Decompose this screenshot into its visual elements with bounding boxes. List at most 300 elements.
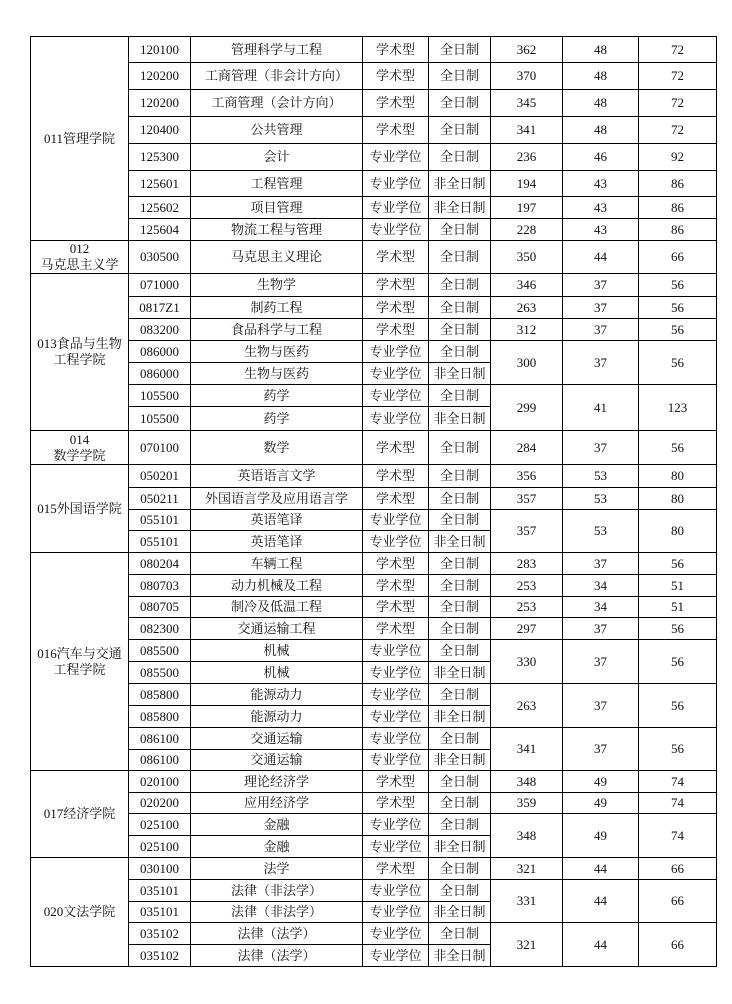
study-mode-cell: 非全日制: [429, 836, 491, 858]
degree-type-cell: 学术型: [363, 597, 429, 618]
degree-type-cell: 学术型: [363, 575, 429, 597]
major-code-cell: 050201: [129, 465, 191, 488]
subject-score-b-cell: 86: [639, 197, 717, 219]
college-name-cell: [31, 274, 129, 431]
college-name-line: 工程学院: [53, 352, 106, 367]
major-code-cell: 083200: [129, 319, 191, 341]
major-name-cell: 交通运输: [191, 728, 363, 750]
subject-score-b-cell: 74: [639, 771, 717, 793]
major-name-cell: 机械: [191, 640, 363, 662]
study-mode-cell: 非全日制: [429, 171, 491, 197]
major-code-cell: 085800: [129, 706, 191, 728]
total-score-cell: 359: [491, 793, 563, 814]
total-score-cell: 341: [491, 117, 563, 144]
subject-score-a-cell: 44: [563, 241, 639, 274]
study-mode-cell: 全日制: [429, 90, 491, 117]
major-name-cell: 理论经济学: [191, 771, 363, 793]
major-name-cell: 法律（法学）: [191, 945, 363, 967]
table-row: [31, 793, 717, 814]
admission-score-table: [30, 36, 717, 967]
college-name-cell: [31, 465, 129, 553]
subject-score-b-cell: 56: [639, 319, 717, 341]
study-mode-cell: 全日制: [429, 63, 491, 90]
total-score-cell: 362: [491, 37, 563, 63]
major-name-cell: 制药工程: [191, 297, 363, 319]
degree-type-cell: 专业学位: [363, 144, 429, 171]
study-mode-cell: 全日制: [429, 465, 491, 488]
total-score-cell: 284: [491, 431, 563, 465]
college-name-line: 马克思主义学: [40, 257, 119, 272]
table-row: [31, 297, 717, 319]
subject-score-a-cell: 44: [563, 880, 639, 923]
total-score-cell: 357: [491, 488, 563, 510]
subject-score-a-cell: 43: [563, 171, 639, 197]
total-score-cell: 263: [491, 684, 563, 728]
table-row: [31, 465, 717, 488]
major-name-cell: 能源动力: [191, 706, 363, 728]
study-mode-cell: 全日制: [429, 880, 491, 902]
subject-score-b-cell: 56: [639, 431, 717, 465]
table-row: [31, 510, 717, 531]
college-name-line: 011管理学院: [43, 130, 116, 146]
major-code-cell: 035102: [129, 923, 191, 945]
major-code-cell: 082300: [129, 618, 191, 640]
subject-score-a-cell: 48: [563, 90, 639, 117]
total-score-cell: 346: [491, 274, 563, 297]
table-row: [31, 385, 717, 407]
degree-type-cell: 学术型: [363, 297, 429, 319]
major-code-cell: 086000: [129, 341, 191, 363]
subject-score-a-cell: 37: [563, 640, 639, 684]
subject-score-a-cell: 37: [563, 274, 639, 297]
table-row: [31, 553, 717, 575]
degree-type-cell: 专业学位: [363, 385, 429, 407]
degree-type-cell: 专业学位: [363, 407, 429, 431]
degree-type-cell: 专业学位: [363, 662, 429, 684]
major-code-cell: 035101: [129, 902, 191, 923]
subject-score-b-cell: 86: [639, 171, 717, 197]
study-mode-cell: 全日制: [429, 640, 491, 662]
major-name-cell: 英语笔译: [191, 510, 363, 531]
study-mode-cell: 全日制: [429, 117, 491, 144]
college-name-line: 013食品与生物: [37, 336, 122, 351]
table-row: [31, 488, 717, 510]
subject-score-b-cell: 72: [639, 90, 717, 117]
study-mode-cell: 非全日制: [429, 750, 491, 771]
subject-score-a-cell: 44: [563, 923, 639, 967]
major-name-cell: 药学: [191, 407, 363, 431]
degree-type-cell: 专业学位: [363, 902, 429, 923]
major-name-cell: 应用经济学: [191, 793, 363, 814]
major-code-cell: 050211: [129, 488, 191, 510]
study-mode-cell: 全日制: [429, 728, 491, 750]
degree-type-cell: 学术型: [363, 465, 429, 488]
major-name-cell: 生物与医药: [191, 341, 363, 363]
subject-score-b-cell: 66: [639, 858, 717, 880]
subject-score-a-cell: 37: [563, 618, 639, 640]
college-name-cell: [31, 37, 129, 241]
subject-score-a-cell: 37: [563, 319, 639, 341]
study-mode-cell: 非全日制: [429, 197, 491, 219]
major-code-cell: 125300: [129, 144, 191, 171]
subject-score-a-cell: 37: [563, 431, 639, 465]
degree-type-cell: 专业学位: [363, 923, 429, 945]
subject-score-a-cell: 48: [563, 37, 639, 63]
table-row: [31, 144, 717, 171]
study-mode-cell: 全日制: [429, 814, 491, 836]
degree-type-cell: 专业学位: [363, 640, 429, 662]
subject-score-b-cell: 56: [639, 640, 717, 684]
major-code-cell: 080204: [129, 553, 191, 575]
study-mode-cell: 非全日制: [429, 662, 491, 684]
degree-type-cell: 专业学位: [363, 706, 429, 728]
degree-type-cell: 专业学位: [363, 814, 429, 836]
college-name-line: 012: [69, 241, 90, 256]
college-name-cell: [31, 553, 129, 771]
total-score-cell: 350: [491, 241, 563, 274]
subject-score-a-cell: 49: [563, 814, 639, 858]
total-score-cell: 341: [491, 728, 563, 771]
subject-score-b-cell: 66: [639, 923, 717, 967]
table-row: [31, 241, 717, 274]
major-code-cell: 125601: [129, 171, 191, 197]
subject-score-a-cell: 41: [563, 385, 639, 431]
college-name-cell: [31, 241, 129, 274]
major-code-cell: 020200: [129, 793, 191, 814]
major-name-cell: 生物与医药: [191, 363, 363, 385]
table-row: [31, 575, 717, 597]
total-score-cell: 236: [491, 144, 563, 171]
study-mode-cell: 非全日制: [429, 902, 491, 923]
degree-type-cell: 专业学位: [363, 750, 429, 771]
degree-type-cell: 专业学位: [363, 219, 429, 241]
major-name-cell: 公共管理: [191, 117, 363, 144]
major-code-cell: 080705: [129, 597, 191, 618]
table-row: [31, 63, 717, 90]
subject-score-b-cell: 123: [639, 385, 717, 431]
study-mode-cell: 非全日制: [429, 945, 491, 967]
degree-type-cell: 学术型: [363, 793, 429, 814]
total-score-cell: 321: [491, 858, 563, 880]
college-name-line: 015外国语学院: [37, 500, 122, 516]
study-mode-cell: 全日制: [429, 385, 491, 407]
college-name-line: 工程学院: [53, 661, 106, 677]
major-code-cell: 035102: [129, 945, 191, 967]
subject-score-a-cell: 37: [563, 553, 639, 575]
subject-score-b-cell: 56: [639, 341, 717, 385]
degree-type-cell: 学术型: [363, 117, 429, 144]
table-row: [31, 197, 717, 219]
degree-type-cell: 学术型: [363, 63, 429, 90]
major-code-cell: 120400: [129, 117, 191, 144]
table-body: [31, 37, 717, 967]
major-name-cell: 物流工程与管理: [191, 219, 363, 241]
table-row: [31, 219, 717, 241]
major-name-cell: 交通运输工程: [191, 618, 363, 640]
major-code-cell: 055101: [129, 531, 191, 553]
major-code-cell: 125604: [129, 219, 191, 241]
degree-type-cell: 学术型: [363, 618, 429, 640]
study-mode-cell: 全日制: [429, 923, 491, 945]
total-score-cell: 357: [491, 510, 563, 553]
total-score-cell: 253: [491, 575, 563, 597]
major-name-cell: 项目管理: [191, 197, 363, 219]
major-code-cell: 020100: [129, 771, 191, 793]
major-name-cell: 外国语言学及应用语言学: [191, 488, 363, 510]
subject-score-b-cell: 51: [639, 575, 717, 597]
total-score-cell: 299: [491, 385, 563, 431]
major-name-cell: 交通运输: [191, 750, 363, 771]
college-name-line: 020文法学院: [43, 904, 116, 919]
major-name-cell: 会计: [191, 144, 363, 171]
study-mode-cell: 全日制: [429, 618, 491, 640]
major-name-cell: 法律（非法学）: [191, 902, 363, 923]
degree-type-cell: 学术型: [363, 37, 429, 63]
table-row: [31, 341, 717, 363]
subject-score-b-cell: 56: [639, 728, 717, 771]
subject-score-a-cell: 43: [563, 197, 639, 219]
subject-score-b-cell: 72: [639, 37, 717, 63]
study-mode-cell: 全日制: [429, 771, 491, 793]
major-code-cell: 120200: [129, 90, 191, 117]
major-name-cell: 法律（法学）: [191, 923, 363, 945]
major-name-cell: 车辆工程: [191, 553, 363, 575]
study-mode-cell: 全日制: [429, 219, 491, 241]
total-score-cell: 228: [491, 219, 563, 241]
degree-type-cell: 专业学位: [363, 684, 429, 706]
total-score-cell: 331: [491, 880, 563, 923]
major-name-cell: 数学: [191, 431, 363, 465]
subject-score-b-cell: 74: [639, 793, 717, 814]
study-mode-cell: 全日制: [429, 553, 491, 575]
college-name-line: 数学学院: [53, 447, 106, 463]
subject-score-a-cell: 37: [563, 297, 639, 319]
degree-type-cell: 专业学位: [363, 880, 429, 902]
table-row: [31, 431, 717, 465]
degree-type-cell: 专业学位: [363, 171, 429, 197]
degree-type-cell: 学术型: [363, 319, 429, 341]
major-name-cell: 生物学: [191, 274, 363, 297]
major-name-cell: 金融: [191, 836, 363, 858]
subject-score-b-cell: 92: [639, 144, 717, 171]
major-name-cell: 工程管理: [191, 171, 363, 197]
table-row: [31, 858, 717, 880]
study-mode-cell: 全日制: [429, 341, 491, 363]
study-mode-cell: 非全日制: [429, 531, 491, 553]
major-code-cell: 071000: [129, 274, 191, 297]
degree-type-cell: 学术型: [363, 241, 429, 274]
study-mode-cell: 全日制: [429, 144, 491, 171]
major-code-cell: 085800: [129, 684, 191, 706]
degree-type-cell: 学术型: [363, 858, 429, 880]
table-row: [31, 728, 717, 750]
subject-score-b-cell: 56: [639, 553, 717, 575]
college-name-cell: [31, 771, 129, 858]
table-row: [31, 597, 717, 618]
subject-score-a-cell: 48: [563, 63, 639, 90]
study-mode-cell: 全日制: [429, 241, 491, 274]
subject-score-b-cell: 72: [639, 117, 717, 144]
total-score-cell: 283: [491, 553, 563, 575]
degree-type-cell: 专业学位: [363, 836, 429, 858]
study-mode-cell: 全日制: [429, 319, 491, 341]
major-name-cell: 动力机械及工程: [191, 575, 363, 597]
subject-score-a-cell: 43: [563, 219, 639, 241]
study-mode-cell: 全日制: [429, 793, 491, 814]
college-name-line: 014: [69, 431, 90, 447]
major-name-cell: 药学: [191, 385, 363, 407]
major-name-cell: 马克思主义理论: [191, 241, 363, 274]
major-code-cell: 086100: [129, 728, 191, 750]
degree-type-cell: 学术型: [363, 90, 429, 117]
major-code-cell: 070100: [129, 431, 191, 465]
major-code-cell: 105500: [129, 407, 191, 431]
table-row: [31, 90, 717, 117]
table-row: [31, 923, 717, 945]
major-name-cell: 工商管理（会计方向）: [191, 90, 363, 117]
major-code-cell: 035101: [129, 880, 191, 902]
total-score-cell: 330: [491, 640, 563, 684]
total-score-cell: 348: [491, 771, 563, 793]
table-row: [31, 640, 717, 662]
subject-score-b-cell: 66: [639, 241, 717, 274]
degree-type-cell: 学术型: [363, 553, 429, 575]
subject-score-b-cell: 86: [639, 219, 717, 241]
table-row: [31, 618, 717, 640]
college-name-cell: [31, 431, 129, 465]
major-name-cell: 法律（非法学）: [191, 880, 363, 902]
total-score-cell: 253: [491, 597, 563, 618]
degree-type-cell: 专业学位: [363, 945, 429, 967]
major-code-cell: 105500: [129, 385, 191, 407]
major-name-cell: 制冷及低温工程: [191, 597, 363, 618]
subject-score-b-cell: 74: [639, 814, 717, 858]
major-name-cell: 英语笔译: [191, 531, 363, 553]
major-code-cell: 0817Z1: [129, 297, 191, 319]
major-code-cell: 025100: [129, 814, 191, 836]
subject-score-b-cell: 80: [639, 465, 717, 488]
major-name-cell: 工商管理（非会计方向）: [191, 63, 363, 90]
degree-type-cell: 专业学位: [363, 341, 429, 363]
study-mode-cell: 全日制: [429, 431, 491, 465]
total-score-cell: 297: [491, 618, 563, 640]
table-row: [31, 319, 717, 341]
major-name-cell: 法学: [191, 858, 363, 880]
subject-score-a-cell: 46: [563, 144, 639, 171]
major-name-cell: 金融: [191, 814, 363, 836]
major-code-cell: 086000: [129, 363, 191, 385]
subject-score-b-cell: 56: [639, 618, 717, 640]
study-mode-cell: 全日制: [429, 37, 491, 63]
total-score-cell: 321: [491, 923, 563, 967]
major-code-cell: 086100: [129, 750, 191, 771]
college-name-line: 017经济学院: [43, 806, 116, 821]
table-row: [31, 880, 717, 902]
subject-score-b-cell: 51: [639, 597, 717, 618]
degree-type-cell: 专业学位: [363, 728, 429, 750]
subject-score-a-cell: 53: [563, 465, 639, 488]
degree-type-cell: 学术型: [363, 771, 429, 793]
subject-score-a-cell: 53: [563, 488, 639, 510]
study-mode-cell: 全日制: [429, 858, 491, 880]
total-score-cell: 370: [491, 63, 563, 90]
subject-score-a-cell: 37: [563, 684, 639, 728]
major-code-cell: 085500: [129, 662, 191, 684]
subject-score-a-cell: 44: [563, 858, 639, 880]
table-row: [31, 171, 717, 197]
total-score-cell: 300: [491, 341, 563, 385]
total-score-cell: 194: [491, 171, 563, 197]
major-code-cell: 125602: [129, 197, 191, 219]
table-row: [31, 814, 717, 836]
major-code-cell: 055101: [129, 510, 191, 531]
total-score-cell: 263: [491, 297, 563, 319]
major-name-cell: 英语语言文学: [191, 465, 363, 488]
total-score-cell: 348: [491, 814, 563, 858]
degree-type-cell: 学术型: [363, 274, 429, 297]
degree-type-cell: 专业学位: [363, 197, 429, 219]
subject-score-b-cell: 80: [639, 488, 717, 510]
major-code-cell: 030100: [129, 858, 191, 880]
subject-score-a-cell: 49: [563, 771, 639, 793]
table-row: [31, 274, 717, 297]
subject-score-b-cell: 72: [639, 63, 717, 90]
study-mode-cell: 非全日制: [429, 706, 491, 728]
degree-type-cell: 学术型: [363, 431, 429, 465]
subject-score-a-cell: 34: [563, 575, 639, 597]
study-mode-cell: 全日制: [429, 684, 491, 706]
total-score-cell: 345: [491, 90, 563, 117]
major-name-cell: 机械: [191, 662, 363, 684]
major-name-cell: 食品科学与工程: [191, 319, 363, 341]
major-code-cell: 030500: [129, 241, 191, 274]
subject-score-b-cell: 66: [639, 880, 717, 923]
study-mode-cell: 全日制: [429, 274, 491, 297]
college-name-line: 016汽车与交通: [37, 645, 122, 661]
subject-score-a-cell: 53: [563, 510, 639, 553]
study-mode-cell: 非全日制: [429, 363, 491, 385]
major-name-cell: 管理科学与工程: [191, 37, 363, 63]
subject-score-b-cell: 56: [639, 274, 717, 297]
degree-type-cell: 专业学位: [363, 510, 429, 531]
total-score-cell: 312: [491, 319, 563, 341]
major-code-cell: 080703: [129, 575, 191, 597]
total-score-cell: 356: [491, 465, 563, 488]
subject-score-a-cell: 34: [563, 597, 639, 618]
study-mode-cell: 非全日制: [429, 407, 491, 431]
major-code-cell: 120100: [129, 37, 191, 63]
major-code-cell: 120200: [129, 63, 191, 90]
subject-score-a-cell: 37: [563, 728, 639, 771]
degree-type-cell: 专业学位: [363, 531, 429, 553]
study-mode-cell: 全日制: [429, 510, 491, 531]
degree-type-cell: 学术型: [363, 488, 429, 510]
total-score-cell: 197: [491, 197, 563, 219]
major-name-cell: 能源动力: [191, 684, 363, 706]
subject-score-a-cell: 49: [563, 793, 639, 814]
college-name-cell: [31, 858, 129, 967]
study-mode-cell: 全日制: [429, 597, 491, 618]
table-row: [31, 117, 717, 144]
subject-score-b-cell: 56: [639, 297, 717, 319]
subject-score-b-cell: 56: [639, 684, 717, 728]
table-row: [31, 684, 717, 706]
study-mode-cell: 全日制: [429, 488, 491, 510]
subject-score-b-cell: 80: [639, 510, 717, 553]
study-mode-cell: 全日制: [429, 297, 491, 319]
table-row: [31, 771, 717, 793]
table-row: [31, 37, 717, 63]
